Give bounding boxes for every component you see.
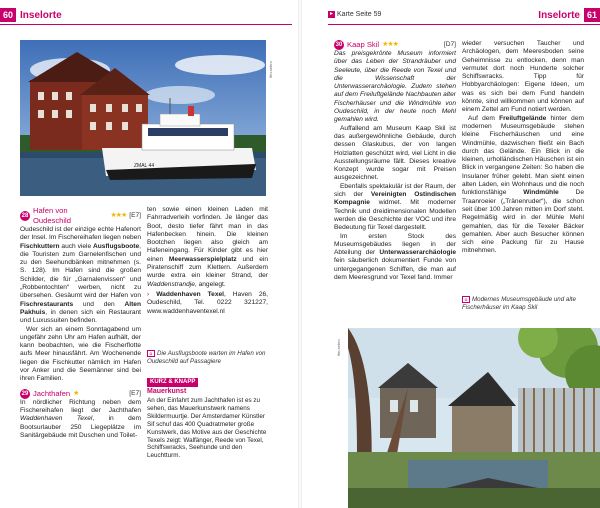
paragraph-jachthafen-cont: ten sowie einen kleinen Laden mit Fahrradverleih vorfinden. Je länger das Boot, desto tiefer fährt man in das Hafenbecken hinein. Die kleinen Bootchen liegen also gleich am Hafeneingang. Für Kinder gibt es hier einen Meerwasserspielplatz und ein Piratenschiff zum Klettern. Außerdem wurde extra ein kleiner Strand, der Waddenstrandje, angelegt. (147, 206, 269, 288)
info-box-badge: KURZ & KNAPP (147, 378, 198, 387)
info-box-text: An der Einfahrt zum Jachthafen ist es zu sehen, das Mauerkunstwerk namens Skildermuurtje. Der Amsterdamer Künstler Sif schuf das 400 Quadratmeter große Kunstwerk, das Motive aus der Geschichte Texels zeigt: Walfänger, Reede von Texel, Schiffswracks, Seehunde und den Leuchtturm. (147, 397, 267, 460)
info-box-title: Mauerkunst (147, 388, 187, 395)
right-page (300, 0, 600, 508)
left-column-1 (20, 206, 141, 440)
photo-credit: lfm-sebro (336, 339, 341, 356)
entry-number: 29 (21, 390, 29, 397)
ship-name: ZMAL 44 (134, 163, 155, 169)
left-header (0, 8, 62, 22)
entry-name: Jachthafen (33, 388, 71, 398)
entry-jachthafen (20, 389, 141, 399)
harbor-photo (20, 40, 266, 196)
waddenhaven-info: › Waddenhaven Texel, Haven 26, Oudeschild, Tel. 0222 321227, www.waddenhaventexel.nl (147, 290, 268, 315)
map-grid-ref: [E7] (129, 212, 141, 219)
right-column-2 (462, 40, 584, 256)
info-box-mauerkunst (147, 378, 268, 460)
photo-caption-icon: ◘ (462, 296, 470, 303)
photo-caption-icon: ◘ (147, 350, 155, 357)
paragraph-freiluft: Auf dem Freiluftgelände hinter dem modernen Museumsgebäude stehen kleine Fischerhäuschen und eine Windmühle, dazwischen fließt ein Bach durch das Gelände. Ein Blick in die kleinen, urholländischen Häuschen ist ein Blick in vergangene Zeiten: So haben die Insulaner früher gelebt. Man sieht einen alten Laden, ein Wohnhaus und die noch funktionsfähige Windmühle De Traanroeier („Tränenruder“), die schon seit über 100 Jahren mitten im Dorf steht. Regelmäßig wird in der Mühle Mehl gemahlen, das für die Texeler Bäcker gemahlen. Aber auch Besucher können sich eine Packung für zu Hause mitnehmen. (462, 114, 584, 255)
page-number: 61 (584, 8, 600, 22)
paragraph-jachthafen: In nördlicher Richtung neben dem Fischereihafen liegt der Jachthafen Waddenhaven Texel, in dem Bootsurlauber 250 Liegeplätze im Sanitärgebäude mit Duschen und Toilet- (20, 398, 141, 439)
entry-name: Hafen von Oudeschild (32, 206, 71, 225)
museum-photo (348, 328, 600, 508)
entry-hafen-oudeschild (20, 206, 141, 226)
paragraph-hafen: Oudeschild ist der einzige echte Hafenort der Insel. Im Fischereihafen liegen neben Fischkuttern auch viele Ausflugsboote, die Touristen zum Garnelenfischen und zu den Seehundbänken mitnehmen (s. S. 128). Im Hafen sind die großen Schilder, die für „Garnalenvissen“ und „Robbentochten“ werben, nicht zu übersehen. Gesäumt wird der Hafen von Fischrestaurants und den Alten Pakhuis, in denen sich ein Restaurant und Luxussuiten befinden. (20, 226, 141, 325)
entry-kaap-skil (334, 40, 456, 50)
paragraph-sonntagabend: Wer sich an einem Sonntagabend um ungefähr zehn Uhr am Hafen aufhält, der kann beobachten, wie die Fischerflotte aufs Meer hinausfährt. Am Wochenende liegen die Fischkutter nämlich im Hafen vor Anker und die Seemänner sind bei ihren Familien. (20, 325, 141, 383)
star-rating: ★★★ (382, 41, 398, 48)
left-column-2 (147, 206, 268, 316)
section-title: Inselorte (538, 9, 580, 21)
entry-name: Kaap Skil (347, 40, 380, 49)
page-number: 60 (0, 8, 16, 22)
map-reference: ▸ Karte Seite 59 (329, 11, 382, 18)
header-rule (328, 24, 600, 25)
paragraph-voc: Ebenfalls spektakulär ist der Raum, der sich der Vereinigten Ostindischen Kompagnie widmet. Mit moderner Technik und dreidimensionalen Modellen werden die Geschichte der VOC und ihre Bedeutung für Texel dargestellt. (334, 182, 456, 232)
right-column-1 (334, 40, 456, 282)
photo-caption: ◘ Modernes Museumsgebäude und alte Fischerhäuser im Kaap Skil (462, 296, 576, 312)
map-grid-ref: [E7] (129, 389, 141, 397)
arrow-right-icon: ▸ (329, 11, 333, 17)
map-grid-ref: [D7] (443, 41, 456, 48)
paragraph-taucher: wieder versuchen Taucher und Archäologen, dem Meeresboden seine Geheimnisse zu entlocken, denn man vermutet dort noch Hunderte solcher Schiffswracks. Tipp für Hobbyarchäologen: Eigene Ideen, um was es sich bei dem Fund handeln könnte, sind willkommen und können auf einem Zettel am Fund notiert werden. (462, 40, 584, 114)
entry-number: 28 (21, 213, 29, 219)
section-title: Inselorte (20, 9, 62, 21)
ship-sign: waddenexcursies (186, 137, 228, 143)
lead-paragraph: Das preisgekrönte Museum informiert über das Leben der Strandräuber und Seeleute, über die Reede von Texel und die Wissenschaft der Unterwasserarchäologie. Zudem stehen auf dem Freiluftgelände Nachbauten alter Fischerhäuser und die Windmühle von Oudeschild, in der heute noch Mehl gemahlen wird. (334, 50, 456, 124)
photo-credit: Ifm-sebro (268, 61, 273, 78)
right-header (538, 8, 600, 22)
paragraph-unterwasser: Im ersten Stock des Museumsgebäudes liegen in der Abteilung der Unterwasserarchäologie fein säuberlich dokumentiert Funde von untergegangenen Schiffen, die man auf dem Meeresgrund vor Texel fand. Immer (334, 232, 456, 282)
paragraph-building: Auffallend am Museum Kaap Skil ist das außergewöhnliche Gebäude, durch dessen Glaskubus, der von langen Holzlatten geschützt wird, viel Licht in die Ausstellungsräume fällt. Dieses kreative Konzept wurde sogar mit Preisen ausgezeichnet. (334, 124, 456, 182)
museum-photo-drawing (348, 328, 600, 508)
star-rating: ★ (73, 389, 79, 397)
harbor-photo-drawing (20, 40, 266, 196)
star-rating: ★★★ (110, 212, 127, 219)
photo-caption: ◘ Die Ausflugsboote warten im Hafen von Oudeschild auf Passagiere (147, 350, 266, 366)
entry-number: 30 (335, 42, 343, 48)
header-rule (0, 24, 292, 25)
